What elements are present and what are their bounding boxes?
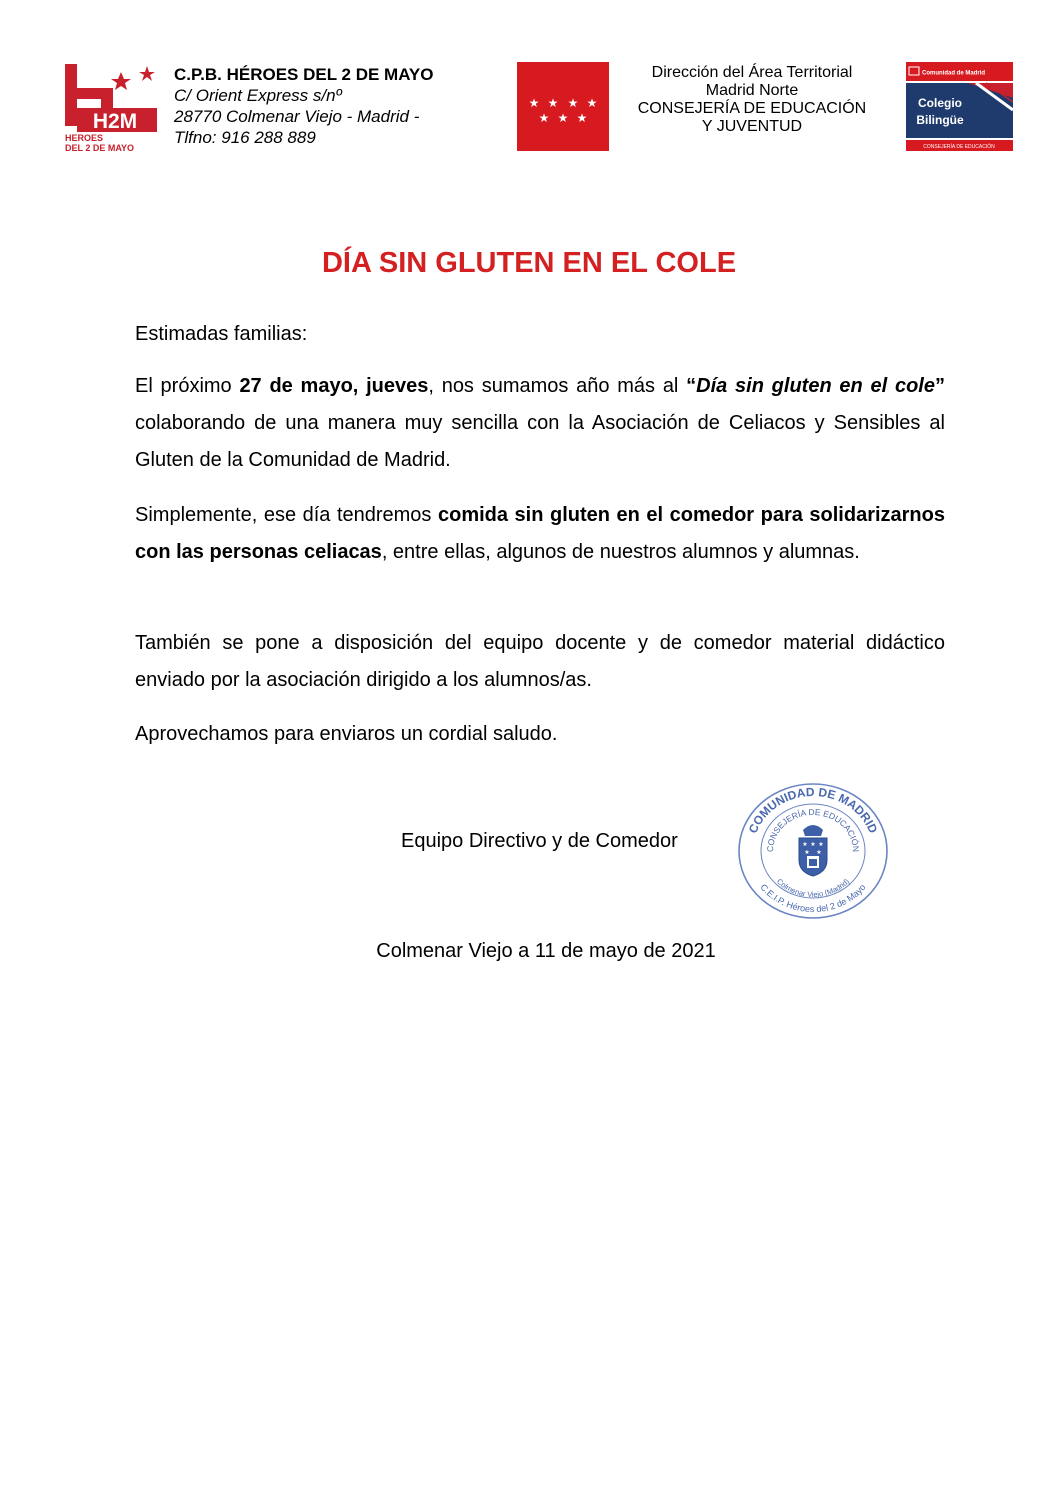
- badge-bottom-text: CONSEJERÍA DE EDUCACIÓN: [923, 144, 995, 150]
- direction-line-1: Dirección del Área Territorial: [651, 64, 853, 81]
- p1-date: 27 de mayo, jueves: [239, 375, 429, 397]
- closing-line: Aprovechamos para enviaros un cordial saludo.: [135, 723, 558, 745]
- svg-text:★: ★: [802, 841, 808, 848]
- logo-caption-1: HEROES: [65, 133, 104, 143]
- school-address-2: 28770 Colmenar Viejo - Madrid -: [174, 107, 420, 126]
- svg-text:Colmenar Viejo (Madrid): [775, 877, 851, 900]
- svg-text:★: ★: [816, 849, 822, 856]
- seal-bottom-inner-text: Colmenar Viejo (Madrid): [775, 876, 852, 900]
- paragraph-menu: [135, 497, 945, 571]
- p1-open-quote: “: [686, 375, 697, 397]
- svg-text:★: ★: [557, 111, 569, 125]
- badge-top-text: Comunidad de Madrid: [922, 70, 985, 77]
- seal-bottom-text: C.E.I.P. Héroes del 2 de Mayo: [758, 882, 868, 915]
- p1-text-3: colaborando de una manera muy sencilla con la Asociación de Celiacos y Sensibles al Gluten de la Comunidad de Madrid.: [135, 412, 945, 471]
- svg-text:★: ★: [804, 849, 810, 856]
- direction-line-3: CONSEJERÍA DE EDUCACIÓN: [637, 100, 867, 117]
- coat-of-arms-icon: [799, 825, 827, 876]
- p2-text-1: Simplemente, ese día tendremos: [135, 504, 438, 526]
- page-title: DÍA SIN GLUTEN EN EL COLE: [321, 247, 737, 279]
- date-line: Colmenar Viejo a 11 de mayo de 2021: [376, 940, 716, 962]
- paragraph-materials: También se pone a disposición del equipo docente y de comedor material didáctico enviado por la asociación dirigido a los alumnos/as.: [135, 632, 945, 691]
- svg-text:★: ★: [586, 96, 598, 110]
- paragraph-date-announcement: [135, 368, 945, 479]
- official-seal: [737, 782, 889, 920]
- seal-outer-text: COMUNIDAD DE MADRID: [745, 784, 881, 836]
- svg-text:★: ★: [538, 111, 550, 125]
- p2-text-2: , entre ellas, algunos de nuestros alumnos y alumnas.: [381, 541, 860, 563]
- greeting: Estimadas familias:: [135, 323, 308, 345]
- madrid-flag-icon: [517, 62, 609, 151]
- badge-line-2: Bilingüe: [916, 113, 964, 127]
- svg-text:★: ★: [567, 96, 579, 110]
- svg-text:★: ★: [547, 96, 559, 110]
- svg-text:★: ★: [810, 841, 816, 848]
- school-phone: Tlfno: 916 288 889: [174, 128, 316, 147]
- seal-inner-text: CONSEJERÍA DE EDUCACIÓN: [764, 806, 862, 853]
- badge-line-1: Colegio: [918, 96, 962, 110]
- p2-highlight: comida sin gluten en el comedor para solidarizarnos con las personas celiacas: [135, 504, 945, 563]
- school-logo: [63, 62, 160, 152]
- school-info: [174, 64, 433, 148]
- logo-caption-2: DEL 2 DE MAYO: [65, 143, 135, 152]
- signature: Equipo Directivo y de Comedor: [401, 830, 678, 852]
- p1-close-quote: ”: [934, 375, 945, 397]
- education-direction: [616, 64, 888, 136]
- svg-text:★: ★: [818, 841, 824, 848]
- svg-text:★: ★: [528, 96, 540, 110]
- p1-event-name: Día sin gluten en el cole: [696, 375, 935, 397]
- p1-text-2: , nos sumamos año más al: [428, 375, 687, 397]
- p1-text-1: El próximo: [135, 375, 240, 397]
- school-address-1: C/ Orient Express s/nº: [174, 86, 342, 105]
- bilingual-school-badge: [906, 62, 1013, 151]
- school-name: C.P.B. HÉROES DEL 2 DE MAYO: [174, 65, 434, 84]
- direction-line-4: Y JUVENTUD: [701, 118, 803, 135]
- direction-line-2: Madrid Norte: [705, 82, 799, 99]
- logo-monogram: H2M: [92, 110, 138, 133]
- svg-text:★: ★: [576, 111, 588, 125]
